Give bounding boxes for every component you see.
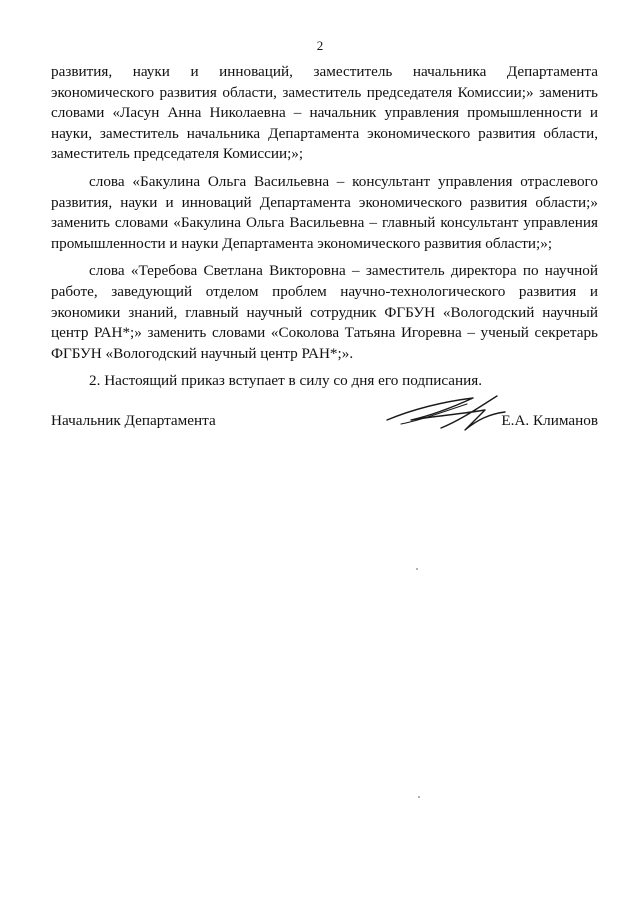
document-body (51, 62, 598, 399)
paragraph-effective-date: 2. Настоящий приказ вступает в силу со дня его подписания. (89, 372, 483, 390)
scan-speck (416, 568, 418, 570)
signatory-title: Начальник Департамента (51, 412, 216, 429)
page-number: 2 (316, 38, 324, 53)
signature-block (51, 412, 598, 436)
paragraph-bakulina: слова «Бакулина Ольга Васильевна – консультант управления отраслевого развития, науки и инноваций Департамента экономического развития области;» заменить словами «Бакулина Ольга Васильевна – главный консультант управления промышленности и науки Департамента экономического развития области;»; (51, 172, 598, 252)
scan-speck (418, 796, 420, 798)
paragraph-terebova: слова «Теребова Светлана Викторовна – заместитель директора по научной работе, заведующий отделом проблем научно-технологического развития и экономики знаний, главный научный сотрудник ФГБУН «Вологодский научный центр РАН*;» заменить словами «Соколова Татьяна Игоревна – ученый секретарь ФГБУН «Вологодский научный центр РАН*;». (51, 262, 598, 362)
paragraph-continuation: развития, науки и инноваций, заместитель начальника Департамента экономического развития области, заместитель председателя Комиссии;» заменить словами «Ласун Анна Николаевна – начальник управления промышленности и науки, заместитель начальника Департамента экономического развития области, заместитель председателя Комиссии;»; (51, 63, 598, 163)
signatory-name: Е.А. Климанов (501, 412, 598, 429)
handwritten-signature (381, 390, 511, 440)
